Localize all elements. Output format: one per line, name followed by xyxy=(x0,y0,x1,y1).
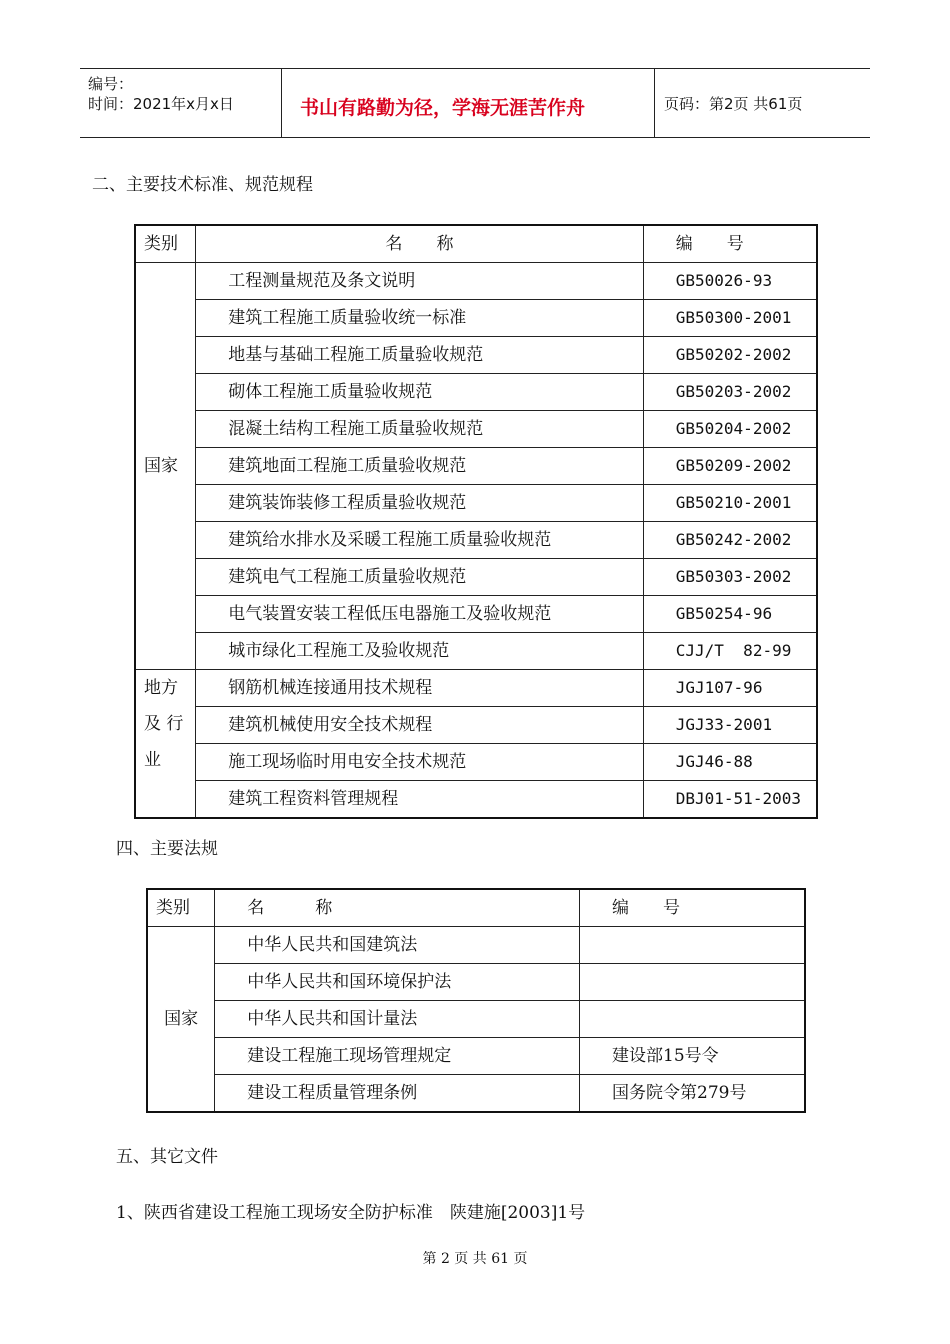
column-header: 编 号 xyxy=(643,225,817,263)
table-row xyxy=(135,411,817,448)
table-row xyxy=(147,1075,805,1113)
table-row xyxy=(135,337,817,374)
standard-name: 建筑给水排水及采暖工程施工质量验收规范 xyxy=(196,522,643,559)
regulation-name: 建设工程质量管理条例 xyxy=(215,1075,580,1113)
regulation-name: 中华人民共和国计量法 xyxy=(215,1001,580,1038)
standard-code: JGJ107-96 xyxy=(643,670,817,707)
header-divider xyxy=(654,69,655,137)
regulation-name: 中华人民共和国环境保护法 xyxy=(215,964,580,1001)
category-line: 业 xyxy=(144,750,161,770)
category-cell xyxy=(135,670,196,819)
column-header: 名 称 xyxy=(196,225,643,263)
table-row xyxy=(135,559,817,596)
table-row xyxy=(135,374,817,411)
standard-code: CJJ/T 82-99 xyxy=(643,633,817,670)
standard-name: 建筑工程资料管理规程 xyxy=(196,781,643,819)
table-row xyxy=(135,633,817,670)
standard-code: JGJ46-88 xyxy=(643,744,817,781)
regulation-code xyxy=(580,1001,805,1038)
table-row xyxy=(135,670,817,707)
category-line: 地方 xyxy=(144,678,178,698)
column-header: 名 称 xyxy=(215,889,580,927)
regulations-table xyxy=(146,888,806,1113)
standard-code: GB50209-2002 xyxy=(643,448,817,485)
table-row xyxy=(135,300,817,337)
table-row xyxy=(135,448,817,485)
page-header xyxy=(80,68,870,138)
serial-label: 编号： xyxy=(88,75,134,93)
standard-name: 建筑机械使用安全技术规程 xyxy=(196,707,643,744)
header-motto: 书山有路勤为径，学海无涯苦作舟 xyxy=(300,97,586,119)
document-item: 1、陕西省建设工程施工现场安全防护标准 陕建施[2003]1号 xyxy=(116,1203,586,1223)
standard-code: GB50202-2002 xyxy=(643,337,817,374)
standard-name: 建筑装饰装修工程质量验收规范 xyxy=(196,485,643,522)
category-cell: 国家 xyxy=(135,263,196,670)
table-row xyxy=(135,522,817,559)
table-row xyxy=(135,263,817,300)
category-cell: 国家 xyxy=(147,927,215,1113)
standard-code: GB50026-93 xyxy=(643,263,817,300)
standard-code: GB50204-2002 xyxy=(643,411,817,448)
table-row xyxy=(135,744,817,781)
table-row xyxy=(135,485,817,522)
table-row xyxy=(147,927,805,964)
regulation-name: 中华人民共和国建筑法 xyxy=(215,927,580,964)
standard-name: 钢筋机械连接通用技术规程 xyxy=(196,670,643,707)
time-label: 时间：2021年x月x日 xyxy=(88,95,234,113)
table-row xyxy=(135,596,817,633)
standard-code: GB50210-2001 xyxy=(643,485,817,522)
standard-code: GB50303-2002 xyxy=(643,559,817,596)
header-divider xyxy=(281,69,282,137)
regulation-code: 建设部15号令 xyxy=(580,1038,805,1075)
standard-name: 施工现场临时用电安全技术规范 xyxy=(196,744,643,781)
table-row xyxy=(147,1038,805,1075)
category-line: 及 行 xyxy=(144,714,184,734)
regulation-code: 国务院令第279号 xyxy=(580,1075,805,1113)
page-indicator: 页码：第2页 共61页 xyxy=(664,95,803,113)
standard-name: 地基与基础工程施工质量验收规范 xyxy=(196,337,643,374)
table-row xyxy=(135,707,817,744)
standard-name: 建筑地面工程施工质量验收规范 xyxy=(196,448,643,485)
column-header: 类别 xyxy=(135,225,196,263)
column-header: 类别 xyxy=(147,889,215,927)
table-header-row xyxy=(135,225,817,263)
standard-code: GB50254-96 xyxy=(643,596,817,633)
standards-table xyxy=(134,224,818,819)
standard-name: 建筑电气工程施工质量验收规范 xyxy=(196,559,643,596)
page-footer: 第 2 页 共 61 页 xyxy=(422,1251,528,1267)
table-row xyxy=(147,1001,805,1038)
standard-name: 工程测量规范及条文说明 xyxy=(196,263,643,300)
standard-name: 砌体工程施工质量验收规范 xyxy=(196,374,643,411)
standard-name: 城市绿化工程施工及验收规范 xyxy=(196,633,643,670)
table-header-row xyxy=(147,889,805,927)
standard-name: 电气装置安装工程低压电器施工及验收规范 xyxy=(196,596,643,633)
standard-code: GB50300-2001 xyxy=(643,300,817,337)
column-header: 编 号 xyxy=(580,889,805,927)
standard-code: GB50242-2002 xyxy=(643,522,817,559)
standard-code: GB50203-2002 xyxy=(643,374,817,411)
regulation-name: 建设工程施工现场管理规定 xyxy=(215,1038,580,1075)
regulation-code xyxy=(580,927,805,964)
standard-name: 建筑工程施工质量验收统一标准 xyxy=(196,300,643,337)
standard-name: 混凝土结构工程施工质量验收规范 xyxy=(196,411,643,448)
table-row xyxy=(135,781,817,819)
table-row xyxy=(147,964,805,1001)
regulation-code xyxy=(580,964,805,1001)
section-title: 四、主要法规 xyxy=(116,839,218,859)
section-title: 二、主要技术标准、规范规程 xyxy=(92,175,313,195)
standard-code: JGJ33-2001 xyxy=(643,707,817,744)
standard-code: DBJ01-51-2003 xyxy=(643,781,817,819)
section-title: 五、其它文件 xyxy=(116,1147,218,1167)
